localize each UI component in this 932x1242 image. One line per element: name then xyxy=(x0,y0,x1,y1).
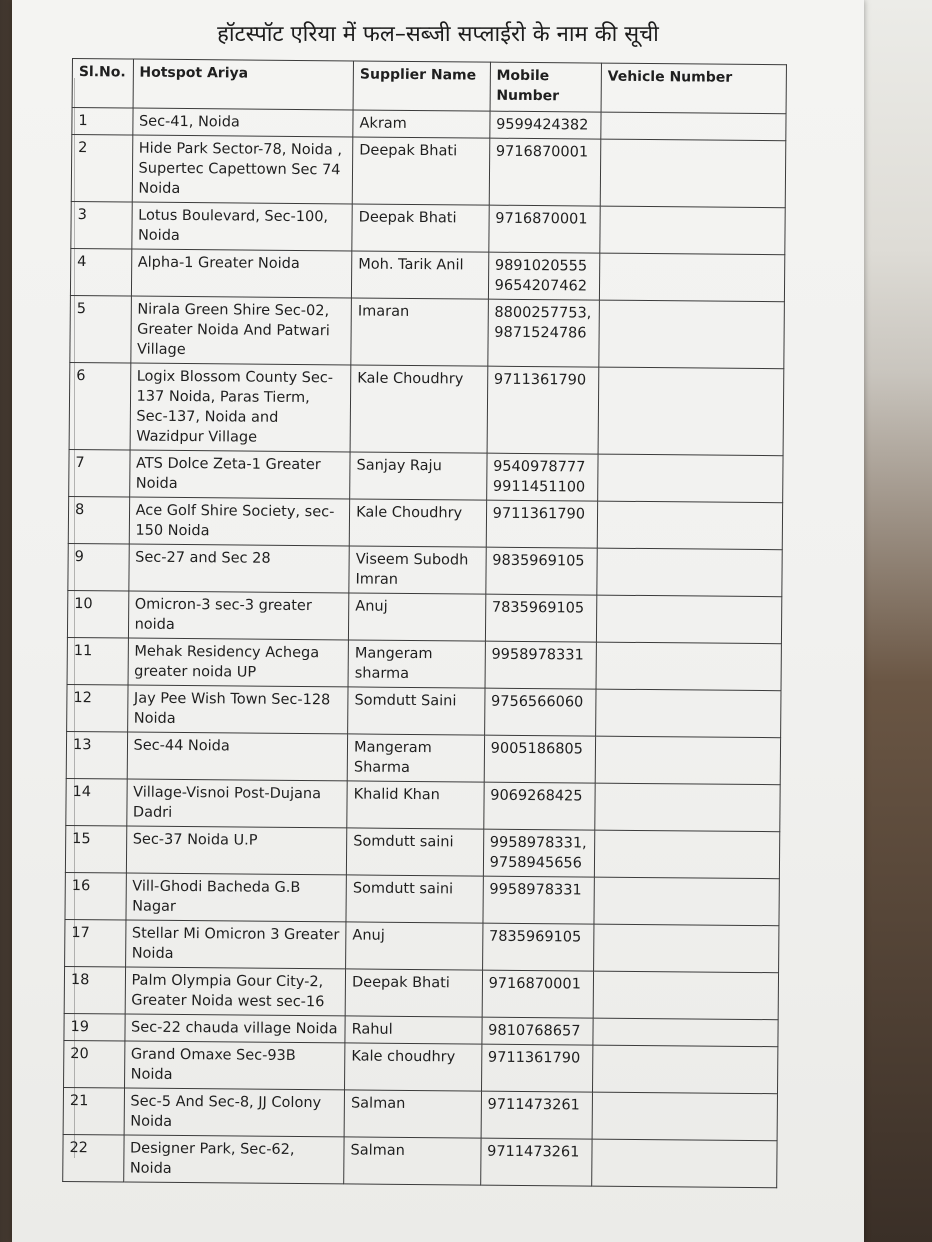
table-row xyxy=(70,295,785,368)
cell-mobile-number: 9716870001 xyxy=(488,205,600,253)
cell-mobile-number: 9958978331, 9758945656 xyxy=(483,829,595,877)
cell-mobile-number: 9810768657 xyxy=(482,1017,593,1045)
cell-hotspot-area: Jay Pee Wish Town Sec-128 Noida xyxy=(127,685,348,734)
cell-vehicle-number xyxy=(593,924,779,973)
table-body xyxy=(63,108,786,1188)
cell-hotspot-area: Mehak Residency Achega greater noida UP xyxy=(128,638,349,687)
table-header-row xyxy=(72,59,786,114)
cell-supplier-name: Imaran xyxy=(351,298,488,366)
cell-vehicle-number xyxy=(596,595,782,644)
table-row xyxy=(67,637,781,690)
cell-sl-no: 7 xyxy=(69,449,130,497)
cell-vehicle-number xyxy=(600,206,786,255)
cell-hotspot-area: Sec-22 chauda village Noida xyxy=(124,1014,345,1043)
cell-hotspot-area: Sec-5 And Sec-8, JJ Colony Noida xyxy=(124,1088,345,1137)
cell-hotspot-area: Alpha-1 Greater Noida xyxy=(131,249,352,298)
cell-mobile-number: 9711361790 xyxy=(486,500,598,548)
cell-sl-no: 12 xyxy=(67,684,128,732)
table-row xyxy=(65,872,779,925)
paper-sheet xyxy=(12,0,864,1242)
cell-vehicle-number xyxy=(598,367,784,456)
cell-mobile-number: 7835969105 xyxy=(485,594,597,642)
cell-hotspot-area: Sec-41, Noida xyxy=(132,108,353,137)
table-row xyxy=(64,1040,778,1093)
cell-supplier-name: Anuj xyxy=(346,922,483,970)
cell-sl-no: 16 xyxy=(65,872,126,920)
cell-hotspot-area: Sec-44 Noida xyxy=(127,732,348,781)
cell-supplier-name: Moh. Tarik Anil xyxy=(352,251,489,299)
table-row xyxy=(70,248,784,301)
cell-vehicle-number xyxy=(601,112,786,141)
cell-hotspot-area: Omicron-3 sec-3 greater noida xyxy=(128,591,349,640)
cell-hotspot-area: Palm Olympia Gour City-2, Greater Noida west sec-16 xyxy=(125,967,346,1016)
cell-vehicle-number xyxy=(600,139,786,208)
cell-mobile-number: 9711361790 xyxy=(481,1044,593,1092)
cell-supplier-name: Somdutt saini xyxy=(346,875,483,923)
cell-sl-no: 14 xyxy=(66,778,127,826)
cell-sl-no: 9 xyxy=(68,543,129,591)
cell-mobile-number: 9716870001 xyxy=(489,138,601,206)
cell-sl-no: 1 xyxy=(72,108,133,136)
table-row xyxy=(69,362,784,455)
table-row xyxy=(67,684,781,737)
cell-supplier-name: Mangeram sharma xyxy=(348,640,485,688)
cell-supplier-name: Somdutt Saini xyxy=(348,687,485,735)
cell-supplier-name: Akram xyxy=(353,110,490,138)
supplier-table xyxy=(62,58,787,1188)
cell-sl-no: 5 xyxy=(70,295,131,363)
header-hotspot-area: Hotspot Ariya xyxy=(133,59,354,110)
supplier-table-wrap xyxy=(62,58,787,1188)
table-row xyxy=(69,449,783,502)
cell-supplier-name: Deepak Bhati xyxy=(352,137,489,205)
cell-mobile-number: 9711473261 xyxy=(481,1091,593,1139)
cell-sl-no: 13 xyxy=(66,731,127,779)
cell-hotspot-area: Hide Park Sector-78, Noida , Supertec Capettown Sec 74 Noida xyxy=(132,135,353,204)
cell-supplier-name: Mangeram Sharma xyxy=(347,734,484,782)
cell-hotspot-area: Sec-37 Noida U.P xyxy=(126,826,347,875)
table-row xyxy=(68,543,782,596)
cell-hotspot-area: Stellar Mi Omicron 3 Greater Noida xyxy=(125,920,346,969)
cell-hotspot-area: Designer Park, Sec-62, Noida xyxy=(123,1135,344,1184)
cell-vehicle-number xyxy=(594,877,780,926)
cell-sl-no: 18 xyxy=(64,966,125,1014)
cell-sl-no: 4 xyxy=(70,248,131,296)
cell-mobile-number: 9835969105 xyxy=(486,547,598,595)
table-row xyxy=(71,201,785,254)
cell-supplier-name: Salman xyxy=(344,1090,481,1138)
header-sl-no: Sl.No. xyxy=(72,59,133,109)
cell-supplier-name: Kale Choudhry xyxy=(350,365,487,453)
cell-vehicle-number xyxy=(596,642,782,691)
cell-sl-no: 20 xyxy=(64,1040,125,1088)
cell-sl-no: 15 xyxy=(65,825,126,873)
table-row xyxy=(66,731,780,784)
cell-vehicle-number xyxy=(593,971,779,1020)
cell-mobile-number: 9958978331 xyxy=(485,641,597,689)
cell-mobile-number: 9005186805 xyxy=(484,735,596,783)
cell-vehicle-number xyxy=(593,1018,778,1047)
cell-sl-no: 10 xyxy=(67,590,128,638)
cell-vehicle-number xyxy=(599,300,785,369)
cell-mobile-number: 9756566060 xyxy=(484,688,596,736)
cell-sl-no: 3 xyxy=(71,201,132,249)
cell-supplier-name: Anuj xyxy=(349,593,486,641)
cell-mobile-number: 9069268425 xyxy=(483,782,595,830)
header-mobile-number: Mobile Number xyxy=(490,62,602,112)
cell-hotspot-area: Ace Golf Shire Society, sec-150 Noida xyxy=(129,497,350,546)
cell-hotspot-area: Lotus Boulevard, Sec-100, Noida xyxy=(131,202,352,251)
cell-supplier-name: Kale choudhry xyxy=(345,1043,482,1091)
cell-vehicle-number xyxy=(595,736,781,785)
cell-supplier-name: Deepak Bhati xyxy=(345,969,482,1017)
cell-mobile-number: 9540978777 9911451100 xyxy=(486,453,598,501)
cell-vehicle-number xyxy=(599,253,785,302)
cell-sl-no: 17 xyxy=(65,919,126,967)
cell-sl-no: 8 xyxy=(68,496,129,544)
header-vehicle-number: Vehicle Number xyxy=(601,63,787,114)
cell-sl-no: 2 xyxy=(71,135,132,203)
cell-hotspot-area: Nirala Green Shire Sec-02, Greater Noida And Patwari Village xyxy=(130,296,351,365)
cell-mobile-number: 9958978331 xyxy=(483,876,595,924)
cell-hotspot-area: Village-Visnoi Post-Dujana Dadri xyxy=(126,779,347,828)
cell-supplier-name: Rahul xyxy=(345,1016,482,1044)
table-row xyxy=(65,825,779,878)
cell-hotspot-area: ATS Dolce Zeta-1 Greater Noida xyxy=(129,450,350,499)
cell-mobile-number: 9891020555 9654207462 xyxy=(488,252,600,300)
table-row xyxy=(71,135,786,208)
cell-supplier-name: Somdutt saini xyxy=(346,828,483,876)
cell-supplier-name: Salman xyxy=(344,1137,481,1185)
cell-supplier-name: Sanjay Raju xyxy=(350,452,487,500)
cell-mobile-number: 9599424382 xyxy=(489,111,600,139)
cell-mobile-number: 9711361790 xyxy=(487,366,599,454)
table-row xyxy=(67,590,781,643)
cell-hotspot-area: Vill-Ghodi Bacheda G.B Nagar xyxy=(126,873,347,922)
table-row xyxy=(64,966,778,1019)
cell-supplier-name: Deepak Bhati xyxy=(352,204,489,252)
cell-vehicle-number xyxy=(597,548,783,597)
cell-sl-no: 6 xyxy=(69,362,130,450)
cell-supplier-name: Khalid Khan xyxy=(347,781,484,829)
table-row xyxy=(63,1134,777,1187)
table-row xyxy=(66,778,780,831)
cell-vehicle-number xyxy=(597,454,783,503)
cell-supplier-name: Viseem Subodh Imran xyxy=(349,546,486,594)
cell-mobile-number: 8800257753, 9871524786 xyxy=(487,299,599,367)
cell-sl-no: 11 xyxy=(67,637,128,685)
cell-sl-no: 21 xyxy=(63,1087,124,1135)
cell-mobile-number: 9711473261 xyxy=(480,1138,592,1186)
cell-hotspot-area: Grand Omaxe Sec-93B Noida xyxy=(124,1041,345,1090)
cell-supplier-name: Kale Choudhry xyxy=(349,499,486,547)
cell-vehicle-number xyxy=(597,501,783,550)
cell-vehicle-number xyxy=(592,1139,778,1188)
table-row xyxy=(68,496,782,549)
cell-sl-no: 19 xyxy=(64,1013,125,1041)
cell-vehicle-number xyxy=(592,1045,778,1094)
cell-mobile-number: 9716870001 xyxy=(482,970,594,1018)
header-supplier-name: Supplier Name xyxy=(353,61,490,111)
cell-vehicle-number xyxy=(594,830,780,879)
cell-sl-no: 22 xyxy=(63,1134,124,1182)
cell-hotspot-area: Sec-27 and Sec 28 xyxy=(128,544,349,593)
document-title: हॉटस्पॉट एरिया में फल–सब्जी सप्लाईरो के नाम की सूची xyxy=(217,22,659,47)
cell-vehicle-number xyxy=(595,689,781,738)
table-row xyxy=(63,1087,777,1140)
table-row xyxy=(65,919,779,972)
cell-vehicle-number xyxy=(595,783,781,832)
cell-mobile-number: 7835969105 xyxy=(482,923,594,971)
cell-vehicle-number xyxy=(592,1092,778,1141)
cell-hotspot-area: Logix Blossom County Sec-137 Noida, Paras Tierm, Sec-137, Noida and Wazidpur Village xyxy=(130,363,351,452)
